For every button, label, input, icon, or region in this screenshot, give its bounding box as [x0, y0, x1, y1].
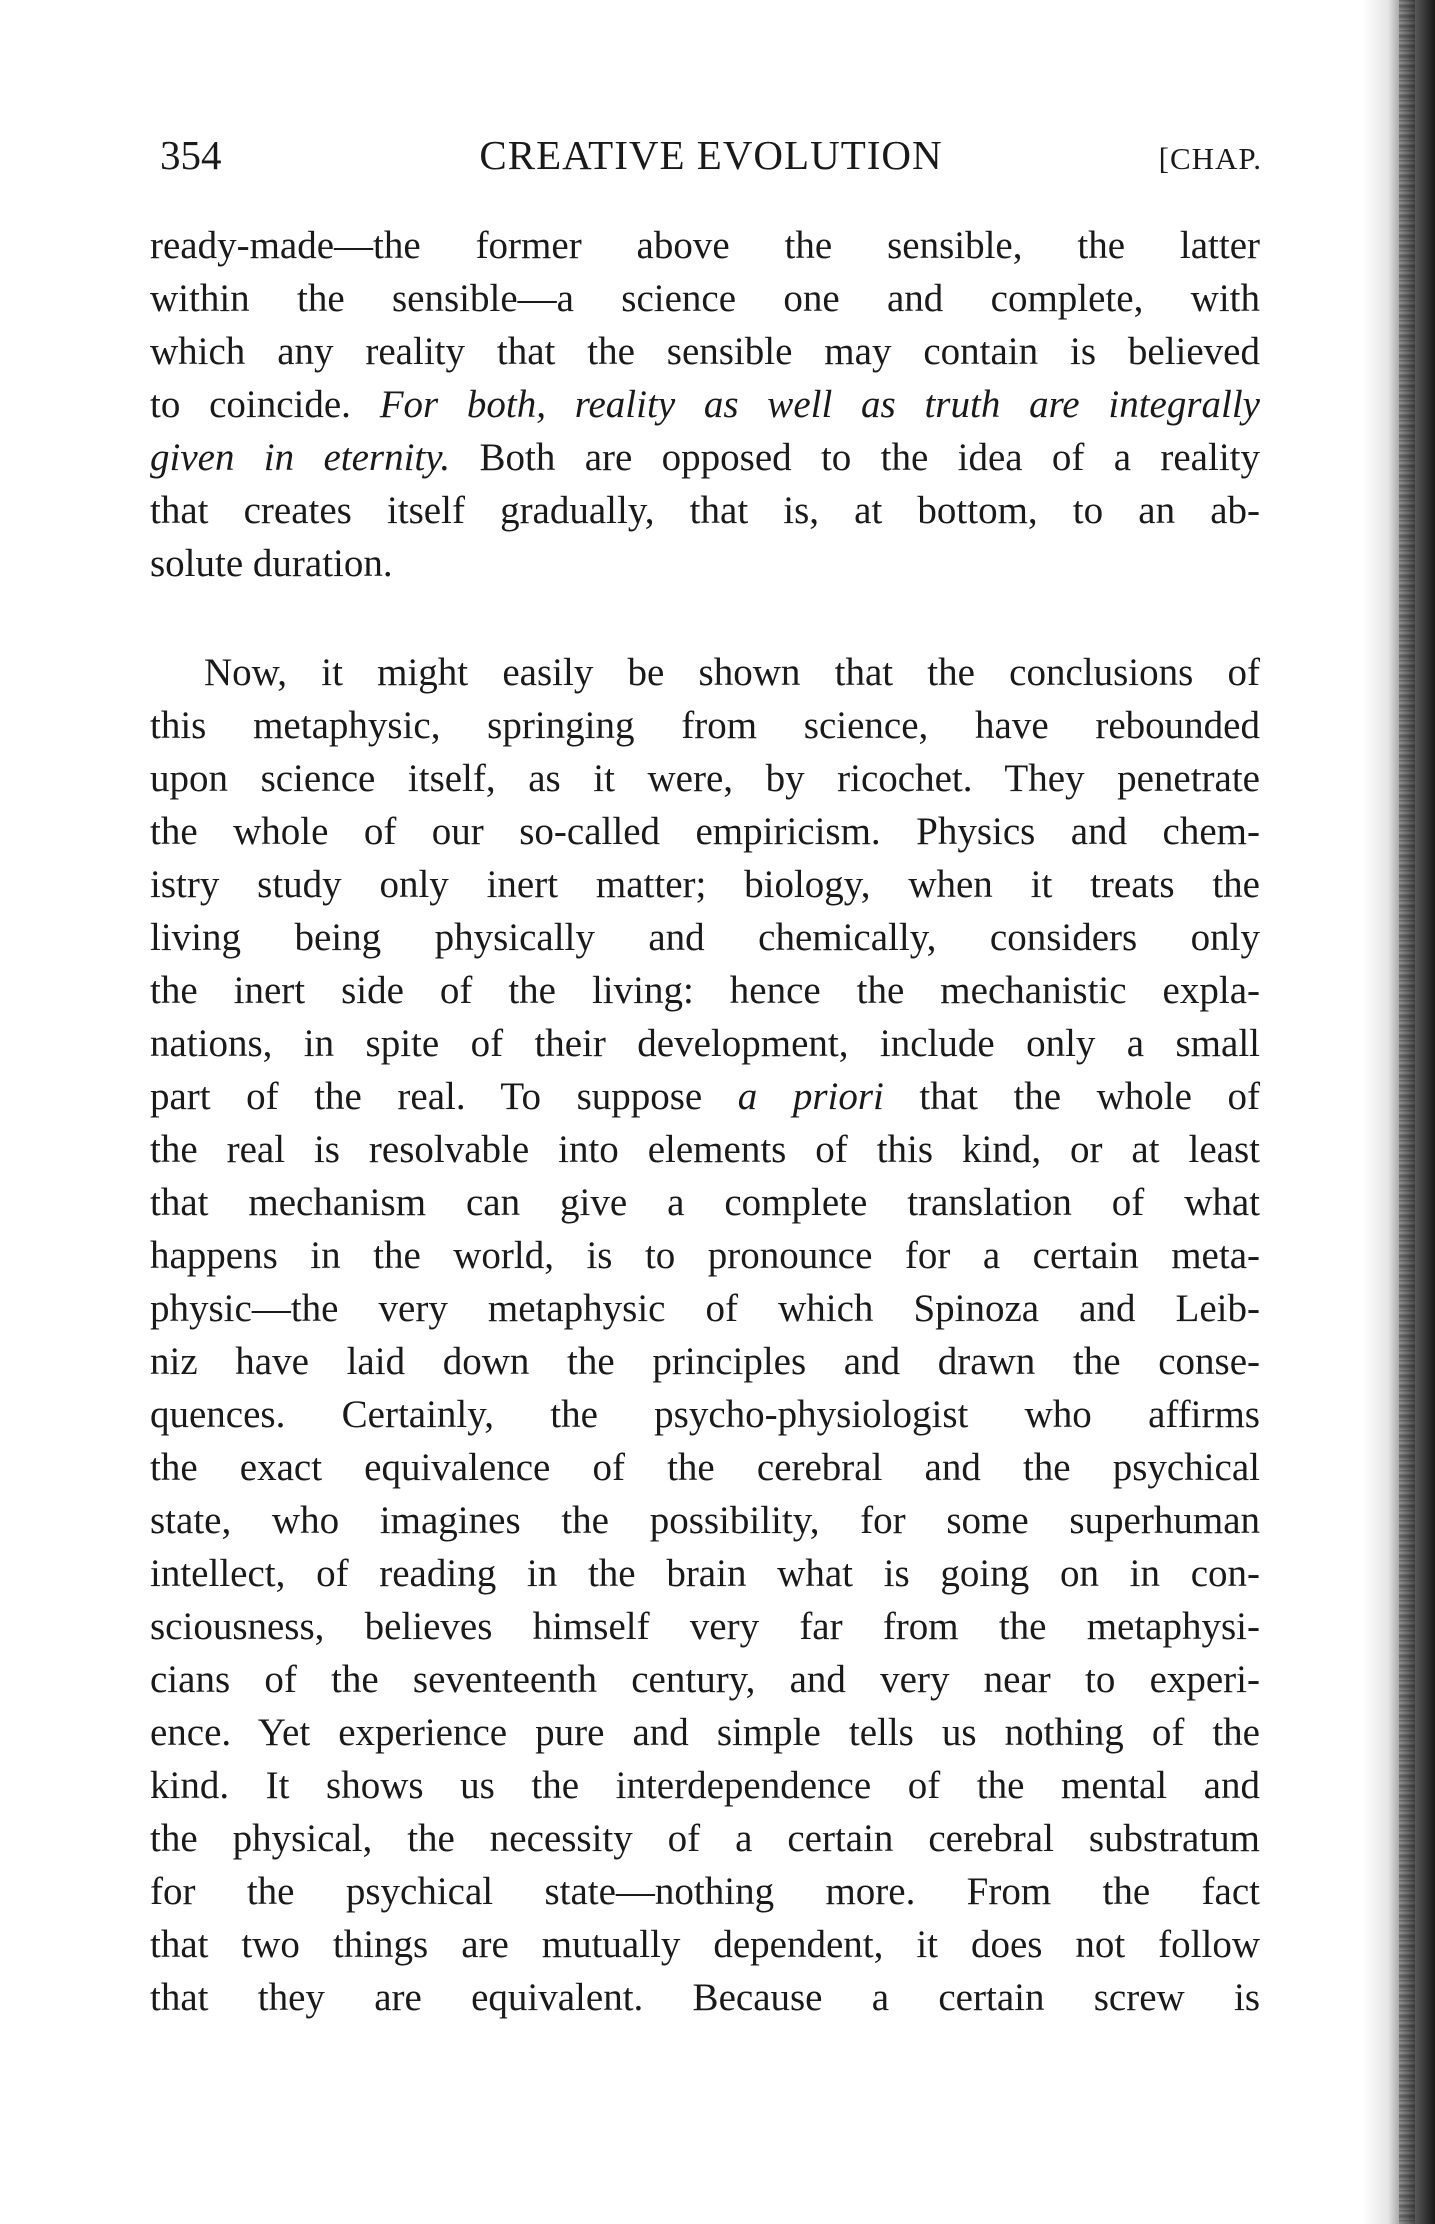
text-line: kind. It shows us the interdependence of the mental and	[150, 1764, 1260, 1807]
page-binding-shadow	[1399, 0, 1415, 2224]
italic-text: given in eternity.	[150, 436, 451, 479]
text-line: ence. Yet experience pure and simple tells us nothing of the	[150, 1711, 1260, 1754]
text-line: quences. Certainly, the psycho-physiologist who affirms	[150, 1393, 1260, 1436]
text-line: intellect, of reading in the brain what is going on in con-	[150, 1552, 1260, 1595]
text-line: ready-made—the former above the sensible, the latter	[150, 224, 1260, 267]
text-line: the physical, the necessity of a certain cerebral substratum	[150, 1817, 1260, 1860]
text-line: upon science itself, as it were, by ricochet. They penetrate	[150, 757, 1260, 800]
text-line: niz have laid down the principles and drawn the conse-	[150, 1340, 1260, 1383]
text-span: Both are opposed to the idea of a reality	[450, 436, 1260, 479]
text-line: the inert side of the living: hence the mechanistic expla-	[150, 969, 1260, 1012]
text-line: the exact equivalence of the cerebral and the psychical	[150, 1446, 1260, 1489]
text-line: for the psychical state—nothing more. From the fact	[150, 1870, 1260, 1913]
text-line: state, who imagines the possibility, for some superhuman	[150, 1499, 1260, 1542]
text-line: happens in the world, is to pronounce for a certain meta-	[150, 1234, 1260, 1277]
text-line: istry study only inert matter; biology, when it treats the	[150, 863, 1260, 906]
text-line: nations, in spite of their development, include only a small	[150, 1022, 1260, 1065]
text-line: cians of the seventeenth century, and very near to experi-	[150, 1658, 1260, 1701]
text-line: living being physically and chemically, considers only	[150, 916, 1260, 959]
text-line	[150, 378, 1260, 431]
text-line: the real is resolvable into elements of this kind, or at least	[150, 1128, 1260, 1171]
chapter-marker: [CHAP.	[1158, 141, 1262, 176]
text-line: this metaphysic, springing from science, have rebounded	[150, 704, 1260, 747]
text-line: the whole of our so-called empiricism. Physics and chem-	[150, 810, 1260, 853]
running-title: CREATIVE EVOLUTION	[479, 132, 943, 178]
text-line: which any reality that the sensible may contain is believed	[150, 330, 1260, 373]
text-line: that two things are mutually dependent, it does not follow	[150, 1923, 1260, 1966]
text-line: that mechanism can give a complete translation of what	[150, 1181, 1260, 1224]
text-line	[150, 431, 1260, 484]
page-header	[160, 125, 1262, 185]
italic-text: a priori	[737, 1075, 884, 1118]
text-line: physic—the very metaphysic of which Spinoza and Leib-	[150, 1287, 1260, 1330]
text-line: Now, it might easily be shown that the conclusions of	[204, 651, 1260, 694]
text-line: within the sensible—a science one and complete, with	[150, 277, 1260, 320]
page-number: 354	[160, 132, 222, 178]
text-line	[150, 1070, 1260, 1123]
text-span: that the whole of	[883, 1075, 1260, 1118]
text-line: that they are equivalent. Because a certain screw is	[150, 1976, 1260, 2019]
text-line: solute duration.	[150, 542, 393, 585]
text-line: that creates itself gradually, that is, at bottom, to an ab-	[150, 489, 1260, 532]
italic-text: For both, reality as well as truth are integrally	[379, 383, 1260, 426]
text-line: sciousness, believes himself very far from the metaphysi-	[150, 1605, 1260, 1648]
text-span: part of the real. To suppose	[150, 1075, 738, 1118]
text-span: to coincide.	[150, 383, 351, 426]
